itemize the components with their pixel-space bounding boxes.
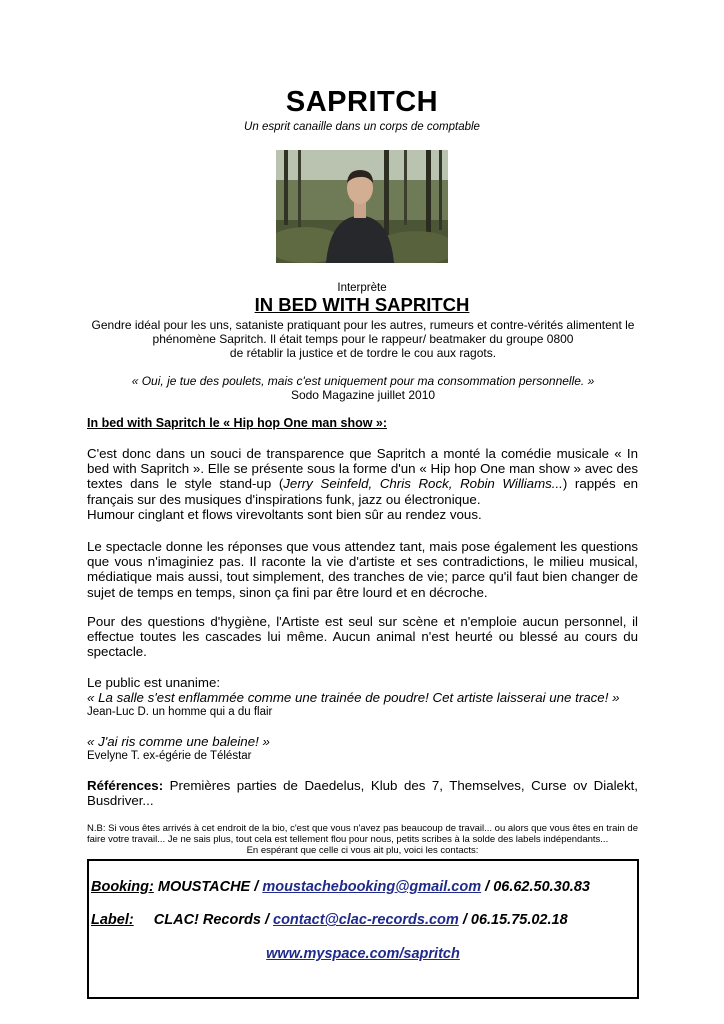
page-title: SAPRITCH [285,86,439,118]
booking-contact [91,879,590,895]
references-text: Premières parties de Daedelus, Klub des 7, Themselves, Curse ov Dialekt, Busdriver... [87,778,638,809]
nb-note [87,823,638,856]
review-quote: « La salle s'est enflammée comme une trainée de poudre! Cet artiste laisserai une trace! » [87,690,620,706]
booking-phone: / 06.62.50.30.83 [481,879,590,895]
contacts-box [87,859,639,999]
label-label: Label: [91,912,134,928]
paragraph-italic: Jerry Seinfeld, Chris Rock, Robin Williams... [283,476,563,492]
genre-description [85,318,641,360]
nb-text: N.B: Si vous êtes arrivés à cet endroit de la bio, c'est que vous n'avez pas beaucoup de travail... ou alors que vous êtes en train de faire votre travail... Je ne sais plus, tout cela est tellement flou pour nous, petits scribes à la solde des labels indépendants... [87,823,638,845]
label-contact [91,912,568,928]
paragraph-text: ) rappés en français sur des musiques d'inspirations funk, jazz ou électronique. [87,476,639,507]
review-source: Evelyne T. ex-égérie de Téléstar [87,749,252,762]
label-name: CLAC! Records / [153,912,274,928]
booking-email-link[interactable]: moustachebooking@gmail.com [262,879,482,895]
paragraph-hygiene: Pour des questions d'hygiène, l'Artiste est seul sur scène et n'emploie aucun personnel, il effectue toutes les cascades lui même. Aucun animal n'est heurté ou blessé au cours du spectacle. [87,614,638,660]
section-heading: In bed with Sapritch le « Hip hop One man show »: [87,416,388,430]
references-label: Références: [87,778,164,793]
role-label: Interprète [337,282,387,294]
review-quote: « J'ai ris comme une baleine! » [87,733,270,749]
label-email-link[interactable]: contact@clac-records.com [273,912,459,928]
public-intro: Le public est unanime: [87,675,221,690]
myspace-link[interactable]: www.myspace.com/sapritch [266,946,460,962]
genre-line: Gendre idéal pour les uns, sataniste pratiquant pour les autres, rumeurs et contre-vérités alimentent le [91,318,635,332]
references [87,778,638,808]
label-phone: / 06.15.75.02.18 [458,912,568,928]
review-source: Jean-Luc D. un homme qui a du flair [87,706,273,719]
nb-closing: En espérant que celle ci vous ait plu, voici les contacts: [246,845,479,856]
tagline: Un esprit canaille dans un corps de comptable [244,121,480,133]
genre-line: phénomène Sapritch. Il était temps pour le rappeur/ beatmaker du groupe 0800 [152,332,574,346]
press-quote-source: Sodo Magazine juillet 2010 [290,388,436,402]
artist-photo [276,150,448,263]
paragraph-intro [87,446,638,522]
paragraph-text: Humour cinglant et flows virevoltants sont bien sûr au rendez vous. [87,506,482,522]
genre-line: de rétablir la justice et de tordre le cou aux ragots. [229,346,497,360]
show-title: IN BED WITH SAPRITCH [254,294,470,315]
booking-name: MOUSTACHE / [157,879,263,895]
public-reviews [87,675,647,764]
website-line [89,946,637,962]
press-quote: « Oui, je tue des poulets, mais c'est uniquement pour ma consommation personnelle. » [131,374,595,388]
paragraph-text: C'est donc dans un souci de transparence que Sapritch a monté la comédie musicale « In bed with Sapritch ». Elle se présente sous la forme d'un « Hip hop One man show » avec des textes dans le style stand-up ( [87,446,638,492]
booking-label: Booking: [91,879,154,895]
paragraph-show: Le spectacle donne les réponses que vous attendez tant, mais pose également les questions que vous n'imaginiez pas. Il raconte la vie d'artiste et ses contradictions, le milieu musical, médiatique mais aussi, tout simplement, des tranches de vie; parce qu'il faut bien changer de sujet de temps en temps, sinon ça fini par être lourd et en décroche. [87,539,638,600]
